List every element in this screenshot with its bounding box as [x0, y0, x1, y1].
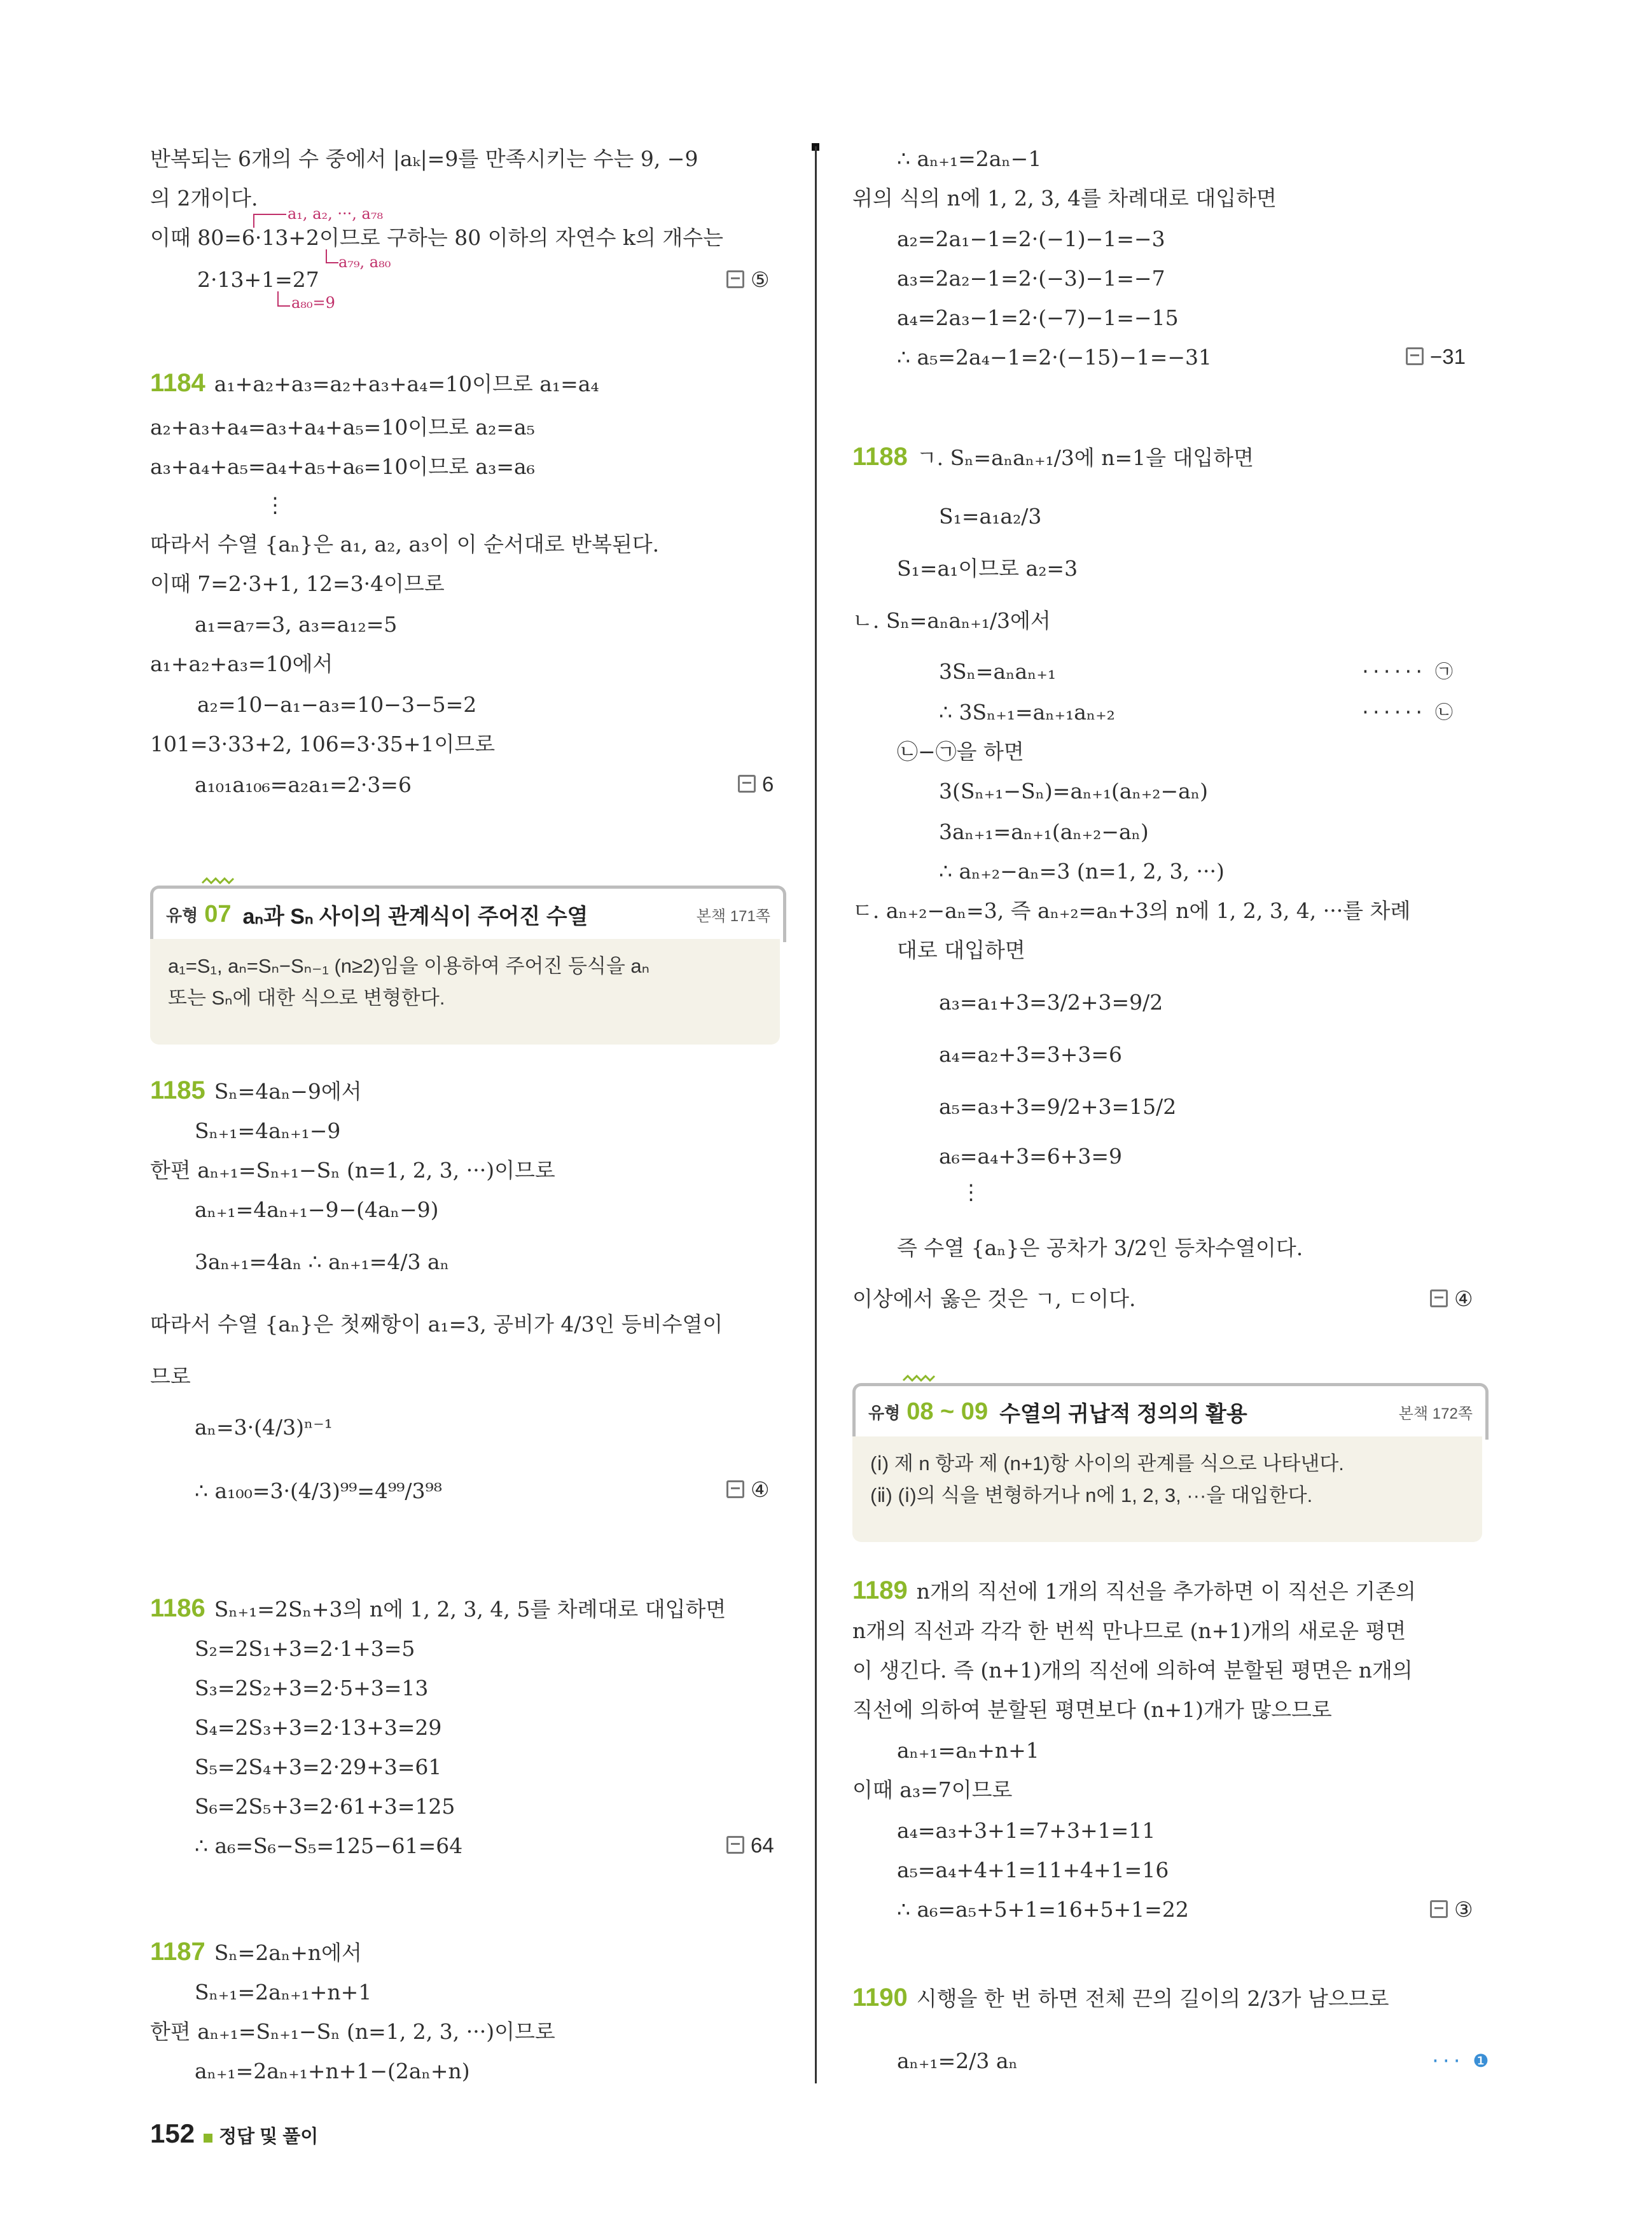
- problem-1188-line: S₁=a₁a₂/3: [939, 504, 1042, 529]
- annotation-range: a₁, a₂, ···, a₇₈: [288, 205, 384, 223]
- problem-1187-cont-line: ∴ aₙ₊₁=2aₙ−1: [897, 146, 1042, 171]
- problem-1184-line: a₁+a₂+a₃=10에서: [150, 651, 333, 676]
- annotation-bracket: [326, 249, 338, 263]
- answer-icon: [726, 1480, 744, 1498]
- problem-1190-line-1: 1190 시행을 한 번 하면 전체 끈의 길이의 2/3가 남으므로: [852, 1984, 1389, 2012]
- type-07-header: [150, 886, 786, 942]
- type-tag: 유형: [868, 1403, 901, 1422]
- problem-1186-line: S₄=2S₃+3=2·13+3=29: [195, 1715, 442, 1740]
- problem-1190-line: aₙ₊₁=2/3 aₙ: [897, 2048, 1018, 2073]
- problem-1185-line: 3aₙ₊₁=4aₙ ∴ aₙ₊₁=4/3 aₙ: [195, 1249, 449, 1274]
- problem-1188-line: a₆=a₄+3=6+3=9: [939, 1144, 1123, 1169]
- problem-1184-line: a₂+a₃+a₄=a₃+a₄+a₅=10이므로 a₂=a₅: [150, 415, 535, 440]
- answer-1187: −31: [1406, 345, 1466, 369]
- answer-1188: ④: [1430, 1286, 1473, 1311]
- column-divider: [815, 146, 817, 2083]
- problem-1184-line: a₁=a₇=3, a₃=a₁₂=5: [195, 612, 398, 637]
- type-0809-body: (ⅰ) 제 n 항과 제 (n+1)항 사이의 관계를 식으로 나타낸다. (ⅱ) (ⅰ)의 식을 변형하거나 n에 1, 2, 3, ···을 대입한다.: [852, 1436, 1482, 1542]
- equation-marker: ······ ㉠: [1360, 661, 1454, 682]
- answer-1189: ③: [1430, 1897, 1473, 1922]
- problem-1185-line: aₙ₊₁=4aₙ₊₁−9−(4aₙ−9): [195, 1197, 439, 1222]
- intro-line-4: 2·13+1=27: [197, 267, 319, 292]
- problem-1188-line: a₅=a₃+3=9/2+3=15/2: [939, 1094, 1177, 1119]
- problem-number: 1188: [852, 443, 908, 471]
- problem-1189-line: n개의 직선과 각각 한 번씩 만나므로 (n+1)개의 새로운 평면: [852, 1618, 1406, 1643]
- problem-1185-line: aₙ=3·(4/3)ⁿ⁻¹: [195, 1415, 333, 1440]
- type-07-body: a₁=S₁, aₙ=Sₙ−Sₙ₋₁ (n≥2)임을 이용하여 주어진 등식을 aₙ 또는 Sₙ에 대한 식으로 변형한다.: [150, 939, 780, 1045]
- problem-1186-line: S₂=2S₁+3=2·1+3=5: [195, 1636, 415, 1661]
- answer-icon: [1406, 347, 1424, 365]
- problem-1185-line: 므로: [150, 1364, 191, 1389]
- footer-label: 정답 및 풀이: [219, 2127, 319, 2147]
- type-tag: 유형: [166, 905, 198, 925]
- type-title: aₙ과 Sₙ 사이의 관계식이 주어진 수열: [242, 904, 588, 929]
- answer-1186: 64: [726, 1833, 774, 1858]
- problem-1185-line-1: 1185 Sₙ=4aₙ−9에서: [150, 1076, 362, 1104]
- problem-1184-line: a₃+a₄+a₅=a₄+a₅+a₆=10이므로 a₃=a₆: [150, 454, 535, 479]
- problem-number: 1187: [150, 1938, 205, 1966]
- problem-1184-line: 따라서 수열 {aₙ}은 a₁, a₂, a₃이 이 순서대로 반복된다.: [150, 532, 660, 557]
- page-reference: 본책 172쪽: [1398, 1405, 1473, 1422]
- problem-1186-line: ∴ a₆=S₆−S₅=125−61=64: [195, 1833, 463, 1858]
- answer-1185: ④: [726, 1477, 770, 1502]
- annotation-value: a₈₀=9: [291, 294, 335, 312]
- type-number: 07: [204, 900, 232, 928]
- problem-1188-line: a₄=a₂+3=3+3=6: [939, 1042, 1123, 1067]
- page-number: 152: [150, 2118, 195, 2148]
- problem-1184-line: 이때 7=2·3+1, 12=3·4이므로: [150, 571, 445, 596]
- problem-1188-line: ⋮: [961, 1179, 982, 1204]
- problem-1184-line: a₁₀₁a₁₀₆=a₂a₁=2·3=6: [195, 772, 412, 797]
- problem-1186-line-1: 1186 Sₙ₊₁=2Sₙ+3의 n에 1, 2, 3, 4, 5를 차례대로 대입하면: [150, 1594, 726, 1622]
- problem-1188-line: S₁=a₁이므로 a₂=3: [897, 556, 1078, 581]
- problem-1189-line: 이 생긴다. 즉 (n+1)개의 직선에 의하여 분할된 평면은 n개의: [852, 1658, 1413, 1683]
- problem-1188-line: 이상에서 옳은 것은 ㄱ, ㄷ이다.: [852, 1286, 1136, 1311]
- problem-1188-line: 3Sₙ=aₙaₙ₊₁: [939, 659, 1057, 684]
- problem-1189-line: 이때 a₃=7이므로: [852, 1777, 1013, 1802]
- problem-1187-cont-line: ∴ a₅=2a₄−1=2·(−15)−1=−31: [897, 345, 1212, 370]
- problem-1184-line-1: 1184 a₁+a₂+a₃=a₂+a₃+a₄=10이므로 a₁=a₄: [150, 369, 599, 397]
- problem-1186-line: S₅=2S₄+3=2·29+3=61: [195, 1755, 442, 1779]
- problem-1185-line: 따라서 수열 {aₙ}은 첫째항이 a₁=3, 공비가 4/3인 등비수열이: [150, 1312, 723, 1337]
- problem-1188-line: 3(Sₙ₊₁−Sₙ)=aₙ₊₁(aₙ₊₂−aₙ): [939, 779, 1209, 803]
- problem-1188-line: ∴ 3Sₙ₊₁=aₙ₊₁aₙ₊₂: [939, 700, 1115, 725]
- problem-number: 1190: [852, 1984, 908, 2012]
- problem-1188-line: a₃=a₁+3=3/2+3=9/2: [939, 990, 1163, 1015]
- answer-icon: [726, 270, 744, 288]
- problem-1187-line: aₙ₊₁=2aₙ₊₁+n+1−(2aₙ+n): [195, 2059, 470, 2083]
- problem-1189-line-1: 1189 n개의 직선에 1개의 직선을 추가하면 이 직선은 기존의: [852, 1576, 1416, 1604]
- answer-intro: ⑤: [726, 267, 770, 292]
- problem-number: 1189: [852, 1576, 908, 1604]
- problem-1189-line: a₄=a₃+3+1=7+3+1=11: [897, 1818, 1156, 1843]
- problem-1188-line: ㉡−㉠을 하면: [897, 739, 1024, 764]
- square-icon: [204, 2134, 212, 2143]
- answer-icon: [738, 775, 756, 793]
- problem-number: 1186: [150, 1594, 205, 1622]
- problem-1187-cont-line: a₄=2a₃−1=2·(−7)−1=−15: [897, 305, 1179, 330]
- intro-line-1: 반복되는 6개의 수 중에서 |aₖ|=9를 만족시키는 수는 9, −9: [150, 146, 698, 171]
- problem-1186-line: S₆=2S₅+3=2·61+3=125: [195, 1794, 455, 1819]
- problem-1188-line-1: 1188 ㄱ. Sₙ=aₙaₙ₊₁/3에 n=1을 대입하면: [852, 443, 1254, 471]
- type-number: 08 ~ 09: [906, 1398, 989, 1425]
- problem-1188-line: ㄴ. Sₙ=aₙaₙ₊₁/3에서: [852, 608, 1051, 633]
- problem-1188-line: 대로 대입하면: [897, 938, 1025, 963]
- problem-1187-line-1: 1187 Sₙ=2aₙ+n에서: [150, 1938, 362, 1966]
- problem-1188-line: 3aₙ₊₁=aₙ₊₁(aₙ₊₂−aₙ): [939, 819, 1149, 844]
- problem-1187-line: Sₙ₊₁=2aₙ₊₁+n+1: [195, 1980, 372, 2005]
- problem-1189-line: a₅=a₄+4+1=11+4+1=16: [897, 1858, 1169, 1882]
- problem-1187-line: 한편 aₙ₊₁=Sₙ₊₁−Sₙ (n=1, 2, 3, ···)이므로: [150, 2019, 555, 2044]
- intro-line-2: 의 2개이다.: [150, 186, 258, 211]
- annotation-bracket: [277, 291, 290, 307]
- problem-number: 1185: [150, 1076, 205, 1104]
- problem-1187-cont-line: a₂=2a₁−1=2·(−1)−1=−3: [897, 226, 1165, 251]
- answer-1184: 6: [738, 772, 774, 796]
- problem-1189-line: 직선에 의하여 분할된 평면보다 (n+1)개가 많으므로: [852, 1697, 1332, 1722]
- problem-1187-cont-line: 위의 식의 n에 1, 2, 3, 4를 차례대로 대입하면: [852, 186, 1277, 211]
- problem-1185-line: ∴ a₁₀₀=3·(4/3)⁹⁹=4⁹⁹/3⁹⁸: [195, 1478, 442, 1503]
- problem-1189-line: aₙ₊₁=aₙ+n+1: [897, 1738, 1039, 1763]
- problem-1189-line: ∴ a₆=a₅+5+1=16+5+1=22: [897, 1897, 1189, 1922]
- answer-icon: [1430, 1289, 1448, 1307]
- problem-1184-line: ⋮: [265, 492, 286, 517]
- type-0809-header: [852, 1383, 1489, 1440]
- page-reference: 본책 171쪽: [696, 907, 770, 925]
- type-title: 수열의 귀납적 정의의 활용: [999, 1401, 1247, 1426]
- answer-icon: [1430, 1900, 1448, 1918]
- answer-icon: [726, 1836, 744, 1854]
- problem-1185-line: Sₙ₊₁=4aₙ₊₁−9: [195, 1118, 341, 1143]
- problem-1185-line: 한편 aₙ₊₁=Sₙ₊₁−Sₙ (n=1, 2, 3, ···)이므로: [150, 1158, 555, 1183]
- equation-marker: ······ ㉡: [1360, 702, 1454, 723]
- problem-number: 1184: [150, 369, 205, 397]
- problem-1188-line: ㄷ. aₙ₊₂−aₙ=3, 즉 aₙ₊₂=aₙ+3의 n에 1, 2, 3, 4, ···를 차례: [852, 898, 1411, 923]
- step-marker: ··· ❶: [1430, 2050, 1489, 2071]
- intro-line-3: 이때 80=6·13+2이므로 구하는 80 이하의 자연수 k의 개수는: [150, 225, 723, 250]
- problem-1184-line: 101=3·33+2, 106=3·35+1이므로: [150, 732, 496, 756]
- annotation-range: a₇₉, a₈₀: [338, 253, 391, 271]
- problem-1188-line: ∴ aₙ₊₂−aₙ=3 (n=1, 2, 3, ···): [939, 859, 1225, 884]
- problem-1184-line: a₂=10−a₁−a₃=10−3−5=2: [197, 692, 477, 717]
- problem-1187-cont-line: a₃=2a₂−1=2·(−3)−1=−7: [897, 266, 1165, 291]
- problem-1186-line: S₃=2S₂+3=2·5+3=13: [195, 1676, 429, 1700]
- page-footer: [150, 2118, 318, 2149]
- problem-1188-line: 즉 수열 {aₙ}은 공차가 3/2인 등차수열이다.: [897, 1235, 1303, 1260]
